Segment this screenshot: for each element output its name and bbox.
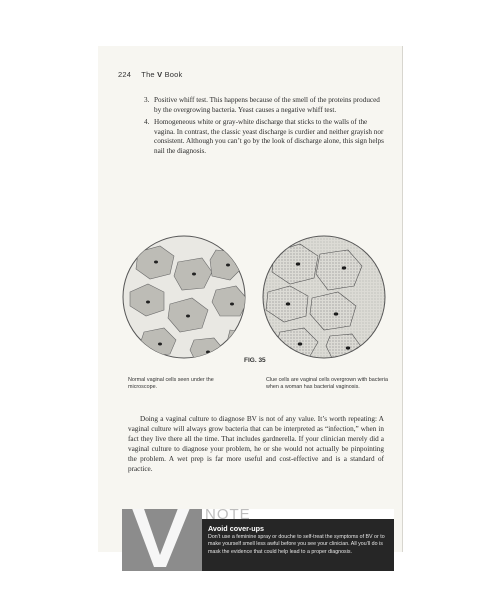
caption-normal-cells: Normal vaginal cells seen under the microscope. xyxy=(128,377,214,391)
v-logo-block xyxy=(122,509,202,571)
body-paragraph: Doing a vaginal culture to diagnose BV is not of any value. It’s worth repeating: A vaginal culture will always grow bacteria that can be interpreted as “infection,” when in fact they live there all the time. That includes gardnerella. If your clinician merely did a vaginal culture to diagnose your problem, he or she would not actually be pinpointing the problem. A wet prep is far more useful and cost-effective and is a standard of practice. xyxy=(128,415,384,473)
list-item xyxy=(144,118,386,156)
list-item-text: Positive whiff test. This happens because of the smell of the proteins produced by the overgrowing bacteria. Yeast causes a negative whiff test. xyxy=(154,96,380,114)
note-text: Don’t use a feminine spray or douche to self-treat the symptoms of BV or to make yourself smell less awful before you see your clinician. All you’ll do is mask the evidence that could help lead to a proper diagnosis. xyxy=(208,534,385,555)
caption-clue-cells: Clue cells are vaginal cells overgrown with bacteria when a woman has bacterial vaginosis. xyxy=(266,377,388,391)
note-title: Avoid cover-ups xyxy=(208,524,265,533)
book-page xyxy=(98,46,403,555)
clue-cells-view xyxy=(263,236,385,360)
list-item-text: Homogeneous white or gray-white discharge that sticks to the walls of the vagina. In contrast, the classic yeast discharge is curdier and neither grayish nor consistent. Although you can’t go by the look of discharge alone, this sign helps nail the diagnosis. xyxy=(154,118,384,155)
book-title-suffix: Book xyxy=(164,70,183,79)
normal-cells-view xyxy=(123,236,248,362)
microscope-illustration xyxy=(98,232,402,392)
microscope-figure xyxy=(98,232,402,392)
list-item-number: 3. xyxy=(144,96,150,104)
figure-label: FIG. 35 xyxy=(244,357,266,364)
running-header xyxy=(118,70,183,79)
diagnosis-sign-list xyxy=(144,96,386,160)
list-item xyxy=(144,96,386,115)
list-item-number: 4. xyxy=(144,118,150,127)
v-logo-icon xyxy=(122,509,202,571)
note-label: NOTE xyxy=(205,506,251,523)
book-title-prefix: The xyxy=(141,70,155,79)
page-number: 224 xyxy=(118,70,132,79)
book-title-emph: V xyxy=(157,70,163,79)
note-box xyxy=(122,506,394,571)
